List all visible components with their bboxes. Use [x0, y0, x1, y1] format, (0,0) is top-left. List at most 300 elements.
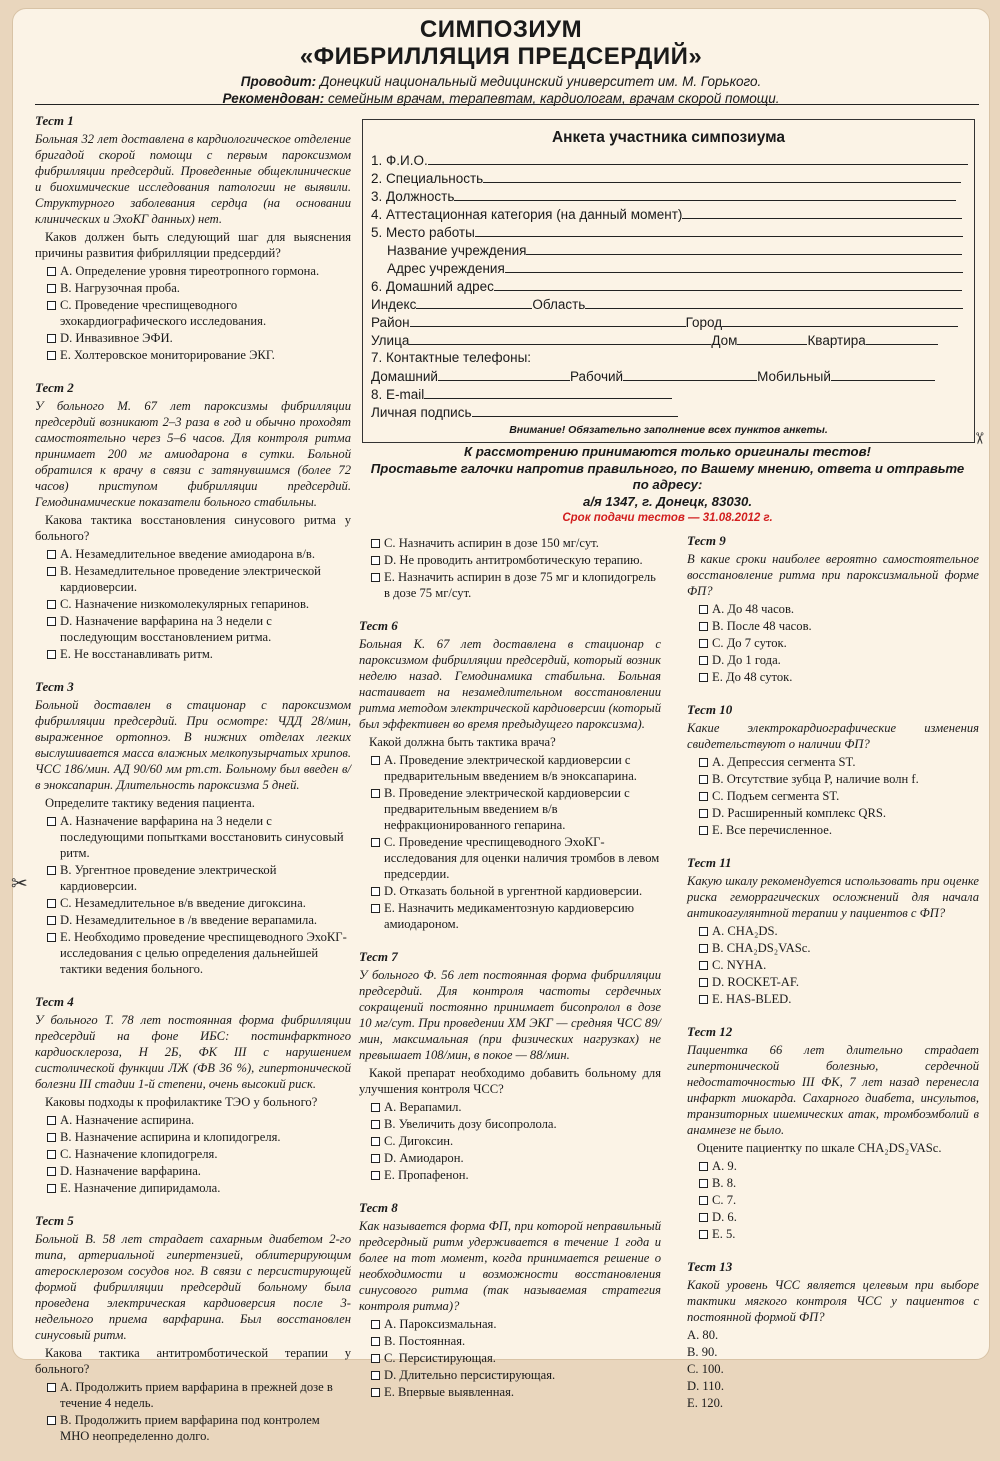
header-rule	[35, 104, 979, 105]
answer-option[interactable]	[359, 535, 661, 551]
answer-checkbox[interactable]	[47, 301, 56, 310]
answer-option[interactable]	[687, 618, 979, 634]
field-signature-line[interactable]	[472, 403, 678, 417]
answer-checkbox[interactable]	[371, 1354, 380, 1363]
answer-option[interactable]	[687, 771, 979, 787]
answer-checkbox[interactable]	[47, 284, 56, 293]
answer-option-label: A. Определение уровня тиреотропного гормона.	[60, 264, 320, 278]
field-oblast-line[interactable]	[585, 295, 963, 309]
answer-option[interactable]	[687, 1158, 979, 1174]
field-index-label: Индекс	[371, 297, 417, 312]
field-email-label: 8. E-mail	[371, 387, 425, 402]
answer-option[interactable]	[687, 1226, 979, 1242]
answer-checkbox[interactable]	[699, 1162, 708, 1171]
answer-options	[35, 546, 351, 662]
answer-checkbox[interactable]	[699, 758, 708, 767]
recommended-text: семейным врачам, терапевтам, кардиологам, врачам скорой помощи.	[324, 91, 780, 106]
answer-option-label: D. 110.	[687, 1379, 724, 1393]
answer-checkbox[interactable]	[371, 1337, 380, 1346]
answer-option[interactable]	[35, 546, 351, 562]
header	[13, 17, 989, 107]
answer-option-label: A. Пароксизмальная.	[384, 1317, 497, 1331]
field-email-line[interactable]	[424, 385, 672, 399]
field-work-phone-label: Рабочий	[569, 369, 624, 384]
answer-option[interactable]	[359, 552, 661, 568]
answer-option-label: D. ROCKET-AF.	[712, 975, 800, 989]
answer-options	[35, 1112, 351, 1196]
answer-option[interactable]	[687, 669, 979, 685]
field-rayon-label: Район	[371, 315, 410, 330]
answer-checkbox[interactable]	[371, 756, 380, 765]
answer-option-label: D. Незамедлительное в /в введение верапамила.	[60, 913, 318, 927]
page-subtitle: «ФИБРИЛЛЯЦИЯ ПРЕДСЕРДИЙ»	[299, 43, 703, 70]
answer-option-label: E. Пропафенон.	[384, 1168, 469, 1182]
answer-checkbox[interactable]	[699, 605, 708, 614]
answer-option[interactable]	[35, 895, 351, 911]
answer-options	[35, 263, 351, 363]
answer-option-label: A. 9.	[712, 1159, 737, 1173]
field-signature[interactable]	[371, 403, 974, 421]
answer-option[interactable]	[35, 330, 351, 346]
answer-option[interactable]	[687, 754, 979, 770]
conductor-line	[13, 73, 989, 90]
left-column	[35, 113, 351, 1461]
answer-option[interactable]	[687, 923, 979, 939]
test-title: Тест 5	[35, 1213, 74, 1228]
test-description: Какую шкалу рекомендуется использовать при оценке риска геморрагических осложнений для начала антикоагулянтной терапии у пациентов с ФП?	[687, 874, 979, 920]
answer-options	[35, 813, 351, 977]
answer-checkbox[interactable]	[699, 944, 708, 953]
answer-checkbox[interactable]	[699, 1213, 708, 1222]
answer-option[interactable]	[359, 752, 661, 784]
test-question: Каков должен быть следующий шаг для выяснения причины развития фибрилляции предсердий?	[35, 230, 351, 260]
answer-option-label: B. Проведение электрической кардиоверсии с предварительным введением в/в нефракционированного гепарина.	[384, 786, 630, 832]
test-11	[687, 855, 979, 1007]
answer-checkbox[interactable]	[699, 978, 708, 987]
test-9	[687, 533, 979, 685]
test-description: У больного Ф. 56 лет постоянная форма фибрилляции предсердий. Для контроля частоты сердечных сокращений постоянно принимает бисопролол в дозе 10 мг/сут. При проведении ХМ ЭКГ — средняя ЧСС 89/мин, максимальная (при физических нагрузках) не превышает 108/мин, в покое — 88/мин.	[359, 968, 661, 1062]
answer-option[interactable]	[687, 1192, 979, 1208]
page-title: СИМПОЗИУМ	[419, 16, 583, 43]
answer-checkbox[interactable]	[371, 789, 380, 798]
answer-checkbox[interactable]	[699, 961, 708, 970]
answer-option[interactable]	[687, 957, 979, 973]
answer-checkbox[interactable]	[47, 817, 56, 826]
test-description: Больной доставлен в стационар с пароксизмом фибрилляции предсердий. При осмотре: ЧДД 28/мин, выраженное ортопноэ. В нижних отделах легких выслушивается масса влажных мелкопузырчатых хрипов. ЧСС 186/мин. АД 90/60 мм рт.ст. Больному был введен в/в эноксапарин. Длительность пароксизма 5 дней.	[35, 698, 351, 792]
scissors-icon: ✂	[970, 431, 990, 446]
answer-checkbox[interactable]	[699, 1230, 708, 1239]
answer-option[interactable]	[687, 652, 979, 668]
answer-option-label: C. 7.	[712, 1193, 737, 1207]
test-8	[359, 1200, 661, 1400]
answer-option[interactable]	[359, 1133, 661, 1149]
answer-option[interactable]	[687, 974, 979, 990]
field-house-label: Дом	[711, 333, 738, 348]
test-10	[687, 702, 979, 838]
field-apartment-line[interactable]	[866, 331, 938, 345]
field-home-address[interactable]	[371, 277, 974, 295]
answer-checkbox[interactable]	[371, 1171, 380, 1180]
answer-checkbox[interactable]	[699, 775, 708, 784]
answer-option[interactable]	[359, 1167, 661, 1183]
answer-option[interactable]	[359, 1316, 661, 1332]
field-index-oblast[interactable]	[371, 295, 974, 313]
answer-checkbox[interactable]	[699, 622, 708, 631]
conductor-text: Донецкий национальный медицинский университет им. М. Горького.	[316, 74, 762, 89]
answer-option-label: A. CHA₂DS.	[712, 924, 778, 938]
field-position-label: 3. Должность	[371, 189, 455, 204]
test-description: Больной В. 58 лет страдает сахарным диабетом 2-го типа, артериальной гипертензией, облитерирующим атеросклерозом сосудов ног. В связи с персистирующей формой фибрилляции предсердий больному была проведена электрическая кардиоверсия после 3-недельного приема варфарина. Был восстановлен синусовый ритм.	[35, 1232, 351, 1342]
answer-option-label: A. Назначение варфарина на 3 недели с последующими попытками восстановить синусовый ритм.	[60, 814, 344, 860]
test-3	[35, 679, 351, 977]
answer-options	[687, 601, 979, 685]
field-home-phone-line[interactable]	[438, 367, 570, 381]
test-description: Больная К. 67 лет доставлена в стационар с пароксизмом фибрилляции предсердий, который возник неделю назад. Гемодинамика стабильна. Больная настаивает на незамедлительном восстановлении ритма методом электрической кардиоверсии (который был эффективен во время предыдущего пароксизма).	[359, 637, 661, 731]
field-position[interactable]	[371, 187, 974, 205]
answer-option-label: D. Расширенный комплекс QRS.	[712, 806, 887, 820]
answer-checkbox[interactable]	[371, 1154, 380, 1163]
test-title: Тест 8	[359, 1200, 398, 1215]
answer-option[interactable]	[687, 805, 979, 821]
answer-checkbox[interactable]	[47, 600, 56, 609]
answer-option[interactable]	[35, 862, 351, 894]
participant-form	[362, 119, 975, 443]
answer-checkbox[interactable]	[47, 617, 56, 626]
field-institution-name-line[interactable]	[526, 241, 962, 255]
answer-option-label: B. Назначение аспирина и клопидогреля.	[60, 1130, 281, 1144]
answer-option[interactable]	[687, 1361, 979, 1377]
answer-option-label: C. Назначение клопидогреля.	[60, 1147, 218, 1161]
answer-option[interactable]	[359, 834, 661, 882]
field-rayon-line[interactable]	[410, 313, 686, 327]
answer-checkbox[interactable]	[371, 887, 380, 896]
answer-checkbox[interactable]	[371, 1120, 380, 1129]
answer-option-label: C. До 7 суток.	[712, 636, 787, 650]
answer-option-label: D. Длительно персистирующая.	[384, 1368, 556, 1382]
field-signature-label: Личная подпись	[371, 405, 472, 420]
field-street-line[interactable]	[409, 331, 711, 345]
test-title: Тест 2	[35, 380, 74, 395]
answer-option[interactable]	[687, 601, 979, 617]
answer-checkbox[interactable]	[699, 826, 708, 835]
answer-option[interactable]	[35, 280, 351, 296]
field-apartment-label: Квартира	[807, 333, 866, 348]
right-column	[687, 533, 979, 1428]
answer-option-label: A. Назначение аспирина.	[60, 1113, 195, 1127]
test-2	[35, 380, 351, 662]
answer-checkbox[interactable]	[371, 1320, 380, 1329]
field-institution-name[interactable]	[387, 241, 974, 259]
answer-checkbox[interactable]	[371, 1371, 380, 1380]
test-description: У больного Т. 78 лет постоянная форма фибрилляции предсердий на фоне ИБС: постинфарктного кардиосклероза, Н 2Б, ФК III с нарушением систолической функции ЛЖ (ФВ 36 %), гипертонической болезни III стадии 1-й степени, очень высокий риск.	[35, 1013, 351, 1091]
test-1	[35, 113, 351, 363]
field-specialty-line[interactable]	[483, 169, 961, 183]
answer-checkbox[interactable]	[371, 556, 380, 565]
answer-option-label: B. 90.	[687, 1345, 718, 1359]
test-question: Определите тактику ведения пациента.	[45, 796, 255, 810]
answer-option-label: B. Продолжить прием варфарина под контролем МНО неопределенно долго.	[60, 1413, 320, 1443]
answer-option[interactable]	[359, 785, 661, 833]
answer-option-label: D. 6.	[712, 1210, 737, 1224]
answer-option[interactable]	[687, 1175, 979, 1191]
answer-option-label: A. Проведение электрической кардиоверсии с предварительным введением в/в эноксапарина.	[384, 753, 637, 783]
answer-checkbox[interactable]	[47, 567, 56, 576]
answer-option[interactable]	[35, 563, 351, 595]
answer-checkbox[interactable]	[371, 573, 380, 582]
field-institution-address[interactable]	[387, 259, 974, 277]
answer-checkbox[interactable]	[47, 267, 56, 276]
field-phone-numbers[interactable]	[371, 367, 974, 385]
test-description: В какие сроки наиболее вероятно самостоятельное восстановление ритма при пароксизмальной форме ФП?	[687, 552, 979, 598]
answer-checkbox[interactable]	[47, 933, 56, 942]
answer-checkbox[interactable]	[47, 1116, 56, 1125]
answer-option-label: B. Ургентное проведение электрической кардиоверсии.	[60, 863, 277, 893]
field-street-label: Улица	[371, 333, 410, 348]
answer-checkbox[interactable]	[47, 866, 56, 875]
answer-checkbox[interactable]	[699, 639, 708, 648]
answer-option[interactable]	[687, 822, 979, 838]
field-phones	[371, 349, 974, 367]
answer-options	[687, 923, 979, 1007]
answer-checkbox[interactable]	[47, 1150, 56, 1159]
field-index-line[interactable]	[416, 295, 532, 309]
test-question: Каковы подходы к профилактике ТЭО у больного?	[45, 1095, 318, 1109]
answer-options	[687, 754, 979, 838]
answer-option-label: E. 5.	[712, 1227, 736, 1241]
field-fio-line[interactable]	[428, 151, 968, 165]
answer-option-label: B. После 48 часов.	[712, 619, 812, 633]
answer-option-label: D. До 1 года.	[712, 653, 781, 667]
answer-option[interactable]	[359, 1350, 661, 1366]
answer-option[interactable]	[359, 900, 661, 932]
field-institution-address-line[interactable]	[505, 259, 963, 273]
answer-option[interactable]	[35, 347, 351, 363]
answer-option[interactable]	[687, 940, 979, 956]
answer-checkbox[interactable]	[699, 927, 708, 936]
answer-option-label: A. Продолжить прием варфарина в прежней дозе в течение 4 недель.	[60, 1380, 333, 1410]
test-description: Как называется форма ФП, при которой неправильный предсердный ритм удерживается в течение 1 года и более на тот момент, когда принимается решение о необходимости и возможности восстановления синусового ритма (так называемая стратегия контроля ритма)?	[359, 1219, 661, 1313]
answer-checkbox[interactable]	[371, 1137, 380, 1146]
answer-option-label: D. Отказать больной в ургентной кардиоверсии.	[384, 884, 643, 898]
answer-option[interactable]	[35, 613, 351, 645]
field-category[interactable]	[371, 205, 974, 223]
answer-checkbox[interactable]	[699, 656, 708, 665]
answer-option[interactable]	[687, 1395, 979, 1411]
field-home-address-line[interactable]	[494, 277, 962, 291]
answer-option-label: E. Холтеровское мониторирование ЭКГ.	[60, 348, 275, 362]
answer-checkbox[interactable]	[47, 351, 56, 360]
answer-option-label: E. Все перечисленное.	[712, 823, 832, 837]
field-mobile-phone-label: Мобильный	[757, 369, 831, 384]
answer-option-label: E. Назначение дипиридамола.	[60, 1181, 221, 1195]
answer-checkbox[interactable]	[699, 1196, 708, 1205]
answer-option-label: E. Назначить медикаментозную кардиоверсию амиодароном.	[384, 901, 635, 931]
answer-checkbox[interactable]	[371, 904, 380, 913]
answer-option[interactable]	[359, 1150, 661, 1166]
field-mobile-phone-line[interactable]	[831, 367, 935, 381]
test-title: Тест 6	[359, 618, 398, 633]
answer-option-label: B. Незамедлительное проведение электрической кардиоверсии.	[60, 564, 321, 594]
answer-checkbox[interactable]	[47, 899, 56, 908]
test-title: Тест 12	[687, 1024, 733, 1039]
answer-options	[687, 1327, 979, 1411]
field-street[interactable]	[371, 331, 974, 349]
answer-option[interactable]	[687, 1209, 979, 1225]
answer-option[interactable]	[359, 1384, 661, 1400]
answer-options	[359, 1099, 661, 1183]
answer-option-label: A. Верапамил.	[384, 1100, 462, 1114]
answer-checkbox[interactable]	[47, 650, 56, 659]
answer-option[interactable]	[35, 1412, 351, 1444]
answer-checkbox[interactable]	[371, 1103, 380, 1112]
answer-checkbox[interactable]	[371, 539, 380, 548]
field-email[interactable]	[371, 385, 974, 403]
answer-option[interactable]	[35, 1163, 351, 1179]
answer-option[interactable]	[687, 788, 979, 804]
answer-checkbox[interactable]	[699, 673, 708, 682]
answer-option-label: A. Незамедлительное введение амиодарона в/в.	[60, 547, 315, 561]
answer-option-label: E. До 48 суток.	[712, 670, 793, 684]
answer-option[interactable]	[35, 1180, 351, 1196]
test-description: Какие электрокардиографические изменения свидетельствуют о наличии ФП?	[687, 721, 979, 751]
answer-option[interactable]	[687, 1327, 979, 1343]
submission-instructions	[362, 444, 973, 527]
answer-option-label: E. Необходимо проведение чреспищеводного ЭхоКГ-исследования с целью определения дальнейшей тактики ведения больного.	[60, 930, 347, 976]
test-13	[687, 1259, 979, 1411]
answer-option-label: E. Назначить аспирин в дозе 75 мг и клопидогрель в дозе 75 мг/сут.	[384, 570, 656, 600]
answer-option-label: B. Отсутствие зубца P, наличие волн f.	[712, 772, 919, 786]
answer-option[interactable]	[359, 883, 661, 899]
answer-option[interactable]	[687, 991, 979, 1007]
test-5	[35, 1213, 351, 1444]
field-specialty[interactable]	[371, 169, 974, 187]
answer-option[interactable]	[35, 1146, 351, 1162]
answer-option-label: C. Дигоксин.	[384, 1134, 454, 1148]
test-question: Какова тактика восстановления синусового ритма у больного?	[35, 513, 351, 543]
answer-checkbox[interactable]	[47, 916, 56, 925]
answer-checkbox[interactable]	[47, 1167, 56, 1176]
answer-option-label: B. CHA₂DS₂VASc.	[712, 941, 811, 955]
answer-checkbox[interactable]	[47, 1383, 56, 1392]
answer-option-label: C. Проведение чреспищеводного эхокардиографического исследования.	[60, 298, 267, 328]
answer-option-label: D. Не проводить антитромботическую терапию.	[384, 553, 643, 567]
answer-option[interactable]	[359, 569, 661, 601]
answer-option[interactable]	[35, 1129, 351, 1145]
field-specialty-label: 2. Специальность	[371, 171, 484, 186]
field-category-label: 4. Аттестационная категория (на данный момент)	[371, 207, 683, 222]
field-home-phone-label: Домашний	[371, 369, 438, 384]
answer-option[interactable]	[35, 1379, 351, 1411]
test-title: Тест 7	[359, 949, 398, 964]
test-question: Какова тактика антитромботической терапии у больного?	[35, 1346, 351, 1376]
field-workplace-line[interactable]	[475, 223, 963, 237]
test-question: Оцените пациентку по шкале CHA₂DS₂VASc.	[697, 1141, 942, 1155]
answer-option-label: C. Персистирующая.	[384, 1351, 496, 1365]
answer-option[interactable]	[35, 596, 351, 612]
field-rayon-gorod[interactable]	[371, 313, 974, 331]
answer-option-label: A. 80.	[687, 1328, 719, 1342]
answer-option[interactable]	[359, 1116, 661, 1132]
field-work-phone-line[interactable]	[623, 367, 757, 381]
answer-option-label: D. Назначение варфарина.	[60, 1164, 201, 1178]
answer-option-label: C. Незамедлительное в/в введение дигоксина.	[60, 896, 306, 910]
answer-option[interactable]	[35, 912, 351, 928]
answer-option-label: B. Увеличить дозу бисопролола.	[384, 1117, 557, 1131]
instructions-line-2: Проставьте галочки напротив правильного, по Вашему мнению, ответа и отправьте по адресу:	[370, 460, 965, 492]
answer-checkbox[interactable]	[47, 1133, 56, 1142]
answer-options	[35, 1379, 351, 1444]
answer-option[interactable]	[359, 1367, 661, 1383]
answer-checkbox[interactable]	[47, 1416, 56, 1425]
answer-option-label: A. До 48 часов.	[712, 602, 795, 616]
answer-option[interactable]	[359, 1099, 661, 1115]
answer-checkbox[interactable]	[371, 1388, 380, 1397]
answer-option-label: B. Постоянная.	[384, 1334, 466, 1348]
answer-option[interactable]	[687, 1344, 979, 1360]
field-institution-address-label: Адрес учреждения	[387, 261, 505, 276]
answer-option-label: D. Амиодарон.	[384, 1151, 464, 1165]
answer-checkbox[interactable]	[47, 550, 56, 559]
answer-option-label: D. Назначение варфарина на 3 недели с последующим восстановлением ритма.	[60, 614, 272, 644]
answer-options	[359, 752, 661, 932]
answer-option-label: B. 8.	[712, 1176, 737, 1190]
answer-checkbox[interactable]	[47, 334, 56, 343]
test-title: Тест 1	[35, 113, 74, 128]
answer-option-label: C. 100.	[687, 1362, 724, 1376]
instructions-address: а/я 1347, г. Донецк, 83030.	[582, 493, 753, 509]
field-position-line[interactable]	[454, 187, 956, 201]
answer-option-label: C. Назначение низкомолекулярных гепаринов.	[60, 597, 310, 611]
answer-option[interactable]	[35, 929, 351, 977]
answer-checkbox[interactable]	[47, 1184, 56, 1193]
answer-option[interactable]	[687, 635, 979, 651]
answer-option-label: E. Впервые выявленная.	[384, 1385, 515, 1399]
test-title: Тест 13	[687, 1259, 733, 1274]
test-title: Тест 4	[35, 994, 74, 1009]
answer-option-label: C. Подъем сегмента ST.	[712, 789, 840, 803]
field-gorod-line[interactable]	[722, 313, 958, 327]
answer-checkbox[interactable]	[699, 995, 708, 1004]
answer-option[interactable]	[687, 1378, 979, 1394]
test-4	[35, 994, 351, 1196]
form-note: Внимание! Обязательно заполнение всех пунктов анкеты.	[509, 424, 828, 436]
answer-checkbox[interactable]	[699, 792, 708, 801]
conductor-label: Проводит:	[240, 74, 317, 89]
field-category-line[interactable]	[682, 205, 962, 219]
answer-option[interactable]	[35, 646, 351, 662]
answer-checkbox[interactable]	[699, 809, 708, 818]
answer-option[interactable]	[35, 1112, 351, 1128]
answer-option-label: C. Проведение чреспищеводного ЭхоКГ-исследования для оценки наличия тромбов в левом предсердии.	[384, 835, 660, 881]
test-question: Какой препарат необходимо добавить больному для улучшения контроля ЧСС?	[359, 1066, 661, 1096]
answer-option-label: D. Инвазивное ЭФИ.	[60, 331, 173, 345]
answer-option-label: E. 120.	[687, 1396, 724, 1410]
answer-checkbox[interactable]	[371, 838, 380, 847]
answer-checkbox[interactable]	[699, 1179, 708, 1188]
field-house-line[interactable]	[737, 331, 807, 345]
answer-option[interactable]	[359, 1333, 661, 1349]
answer-option[interactable]	[35, 263, 351, 279]
field-fio[interactable]	[371, 151, 974, 169]
field-workplace[interactable]	[371, 223, 974, 241]
scissors-icon: ✂	[11, 871, 28, 895]
answer-option[interactable]	[35, 297, 351, 329]
answer-option-label: A. Депрессия сегмента ST.	[712, 755, 856, 769]
test-question: Какой должна быть тактика врача?	[369, 735, 556, 749]
answer-option-label: C. NYHA.	[712, 958, 767, 972]
answer-option[interactable]	[35, 813, 351, 861]
answer-option-label: E. HAS-BLED.	[712, 992, 792, 1006]
